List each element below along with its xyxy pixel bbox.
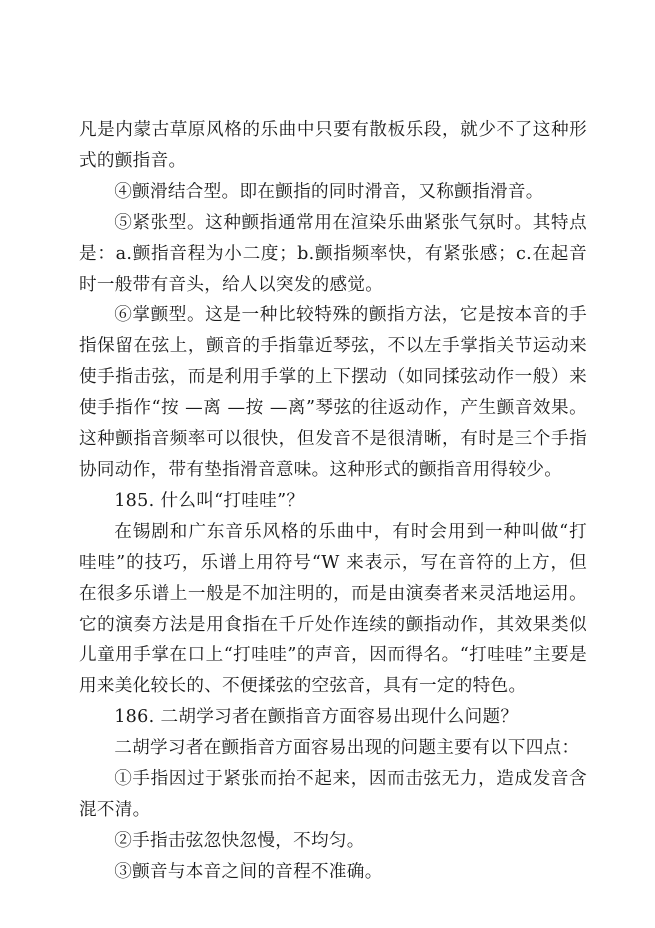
question-186-heading: 186. 二胡学习者在颤指音方面容易出现什么问题？ (114, 707, 519, 728)
answer-186-point-1: ①手指因过于紧张而抬不起来，因而击弦无力，造成发音含混不清。 (79, 769, 587, 820)
body-text (79, 115, 587, 888)
paragraph-item-6: ⑥掌颤型。这是一种比较特殊的颤指方法，它是按本音的手指保留在弦上，颤音的手指靠近琴弦，不以左手掌指关节运动来使手指击弦，而是利用手掌的上下摆动（如同揉弦动作一般）来使手指作“按 —离 —按 —离”琴弦的往返动作，产生颤音效果。这种颤指音频率可以很快，但发音不是很清晰，有时是三个手指协同动作，带有垫指滑音意味。这种形式的颤指音用得较少。 (79, 305, 587, 480)
question-185-heading: 185. 什么叫“打哇哇”？ (114, 490, 305, 511)
paragraph-item-5: ⑤紧张型。这种颤指通常用在渲染乐曲紧张气氛时。其特点是：a.颤指音程为小二度；b.颤指频率快，有紧张感；c.在起音时一般带有音头，给人以突发的感觉。 (79, 212, 587, 295)
answer-186-point-2: ②手指击弦忽快忽慢，不均匀。 (114, 830, 365, 851)
answer-185-paragraph: 在锡剧和广东音乐风格的乐曲中，有时会用到一种叫做“打哇哇”的技巧，乐谱上用符号“W 来表示，写在音符的上方，但在很多乐谱上一般是不加注明的，而是由演奏者来灵活地运用。它的演奏方法是用食指在千斤处作连续的颤指动作，其效果类似儿童用手掌在口上“打哇哇”的声音，因而得名。“打哇哇”主要是用来美化较长的、不便揉弦的空弦音，具有一定的特色。 (79, 521, 587, 697)
answer-186-intro: 二胡学习者在颤指音方面容易出现的问题主要有以下四点： (114, 738, 580, 759)
paragraph-item-4: ④颤滑结合型。即在颤指的同时滑音，又称颤指滑音。 (114, 181, 544, 202)
paragraph-continuation: 凡是内蒙古草原风格的乐曲中只要有散板乐段，就少不了这种形式的颤指音。 (79, 120, 587, 171)
answer-186-point-3: ③颤音与本音之间的音程不准确。 (114, 861, 383, 882)
